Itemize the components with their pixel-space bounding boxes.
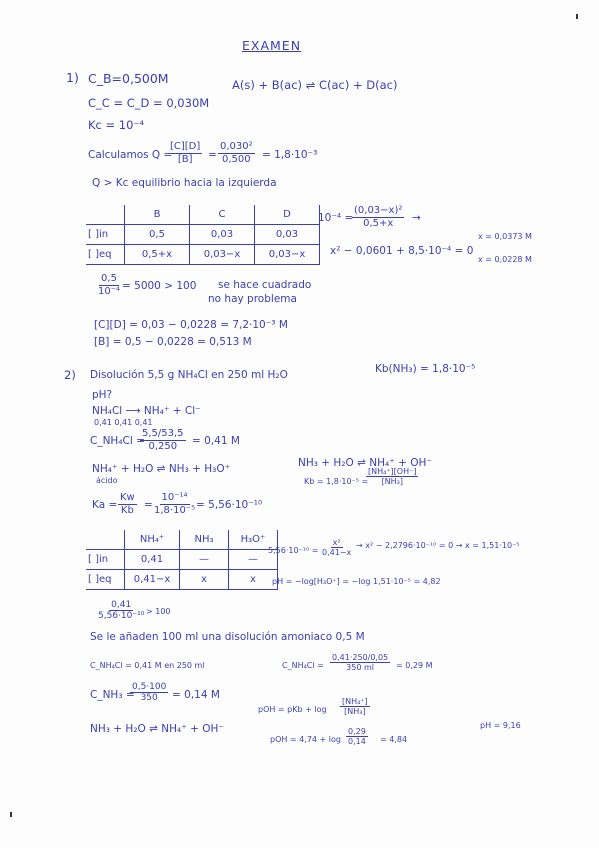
approx-denominator: 10⁻⁴ — [98, 285, 121, 297]
ka-fraction-values — [152, 492, 197, 516]
page-title: EXAMEN — [242, 38, 302, 53]
check-fraction — [96, 600, 146, 622]
ka-numerator-value: 10⁻¹⁴ — [161, 492, 188, 503]
table-row — [86, 550, 278, 570]
table-corner — [86, 530, 125, 550]
dissociation-values: 0,41 0,41 0,41 — [94, 418, 153, 427]
table-header: NH₃ — [180, 530, 229, 550]
table-header: B — [125, 205, 190, 225]
ka-result: = 5,56·10⁻¹⁰ — [196, 499, 263, 511]
check-denominator: 5,56·10⁻¹⁰ — [98, 611, 145, 622]
q-numerator: [C][D] — [170, 141, 201, 152]
q-numerator-value: 0,030² — [220, 141, 253, 152]
kb-value: Kb(NH₃) = 1,8·10⁻⁵ — [375, 363, 476, 375]
table-row — [86, 570, 278, 590]
problem-2-number: 2) — [64, 368, 76, 382]
equilibrium-table-1 — [86, 205, 320, 265]
row-label: [ ]eq — [86, 570, 125, 590]
nh3-conc-label: C_NH₃ = — [90, 689, 135, 701]
approx-text: = 5000 > 100 — [122, 280, 197, 292]
nh3-denominator: 350 — [140, 693, 158, 704]
poh-formula-fraction — [340, 697, 370, 716]
base-equation: NH₃ + H₂O ⇌ NH₄⁺ + OH⁻ — [298, 457, 432, 469]
q-vs-kc-comparison: Q > Kc equilibrio hacia la izquierda — [92, 177, 277, 189]
hydrolysis-note: ácido — [96, 476, 118, 485]
kb-denominator: [NH₃] — [381, 477, 403, 487]
table-cell: 0,5 — [125, 225, 190, 245]
ka-quadratic-solution: → x² − 2,2796·10⁻¹⁰ = 0 → x = 1,51·10⁻⁵ — [356, 541, 520, 550]
ka-label: Ka = — [92, 499, 118, 511]
poh-calc-denominator: 0,14 — [348, 737, 366, 747]
table-cell: 0,03−x — [255, 245, 320, 265]
ka-numerator: Kw — [120, 492, 135, 503]
table-cell: 0,41 — [125, 550, 180, 570]
poh-calc-result: = 4,84 — [380, 735, 408, 744]
conc-label: C_NH₄Cl = — [90, 435, 145, 447]
given-cb: C_B=0,500M — [88, 71, 169, 86]
table-cell: 0,03 — [255, 225, 320, 245]
kb-fraction — [366, 467, 418, 486]
nh4cl-conc-result: = 0,29 M — [396, 661, 433, 670]
check-result: > 100 — [146, 607, 171, 616]
q-fraction-values — [218, 141, 255, 165]
q-result: = 1,8·10⁻³ — [262, 149, 318, 161]
q-fraction — [168, 141, 202, 165]
table-row — [86, 245, 320, 265]
table-cell: 0,5+x — [125, 245, 190, 265]
table-header: D — [255, 205, 320, 225]
problem-1-number: 1) — [66, 70, 79, 85]
scan-mark — [10, 812, 12, 817]
ka-equation-label: 5,56·10⁻¹⁰ = — [268, 546, 319, 555]
table-cell: x — [180, 570, 229, 590]
root-1: x = 0,0373 M — [478, 232, 532, 241]
poh-formula-numerator: [NH₄⁺] — [342, 697, 368, 706]
scan-mark — [576, 14, 578, 19]
ka-equation-fraction — [320, 538, 353, 557]
nh4cl-conc-initial: C_NH₄Cl = 0,41 M en 250 ml — [90, 661, 205, 670]
table-cell: 0,03−x — [190, 245, 255, 265]
conc-fraction — [140, 428, 186, 452]
ph-final: pH = 9,16 — [480, 721, 521, 730]
nh4cl-conc-label: C_NH₄Cl = — [282, 661, 324, 670]
given-kc: Kc = 10⁻⁴ — [88, 118, 145, 132]
kb-numerator: [NH₄⁺][OH⁻] — [368, 467, 417, 476]
approx-numerator: 0,5 — [101, 273, 117, 284]
arrow-right: → — [412, 212, 421, 224]
ph-result: pH = −log[H₃O⁺] = −log 1,51·10⁻⁵ = 4,82 — [272, 577, 441, 586]
row-label: [ ]in — [86, 550, 125, 570]
ka-fraction — [118, 492, 137, 516]
conc-numerator: 5,5/53,5 — [142, 428, 184, 439]
nh3-equilibrium: NH₃ + H₂O ⇌ NH₄⁺ + OH⁻ — [90, 723, 224, 735]
reaction-equation: A(s) + B(ac) ⇌ C(ac) + D(ac) — [232, 78, 398, 92]
result-cd: [C][D] = 0,03 − 0,0228 = 7,2·10⁻³ M — [94, 319, 288, 331]
table-cell: — — [180, 550, 229, 570]
poh-calculation: pOH = 4,74 + log — [270, 735, 341, 744]
table-cell: 0,41−x — [125, 570, 180, 590]
nh3-numerator: 0,5·100 — [132, 682, 167, 692]
poh-calc-fraction — [346, 727, 368, 746]
table-cell: 0,03 — [190, 225, 255, 245]
approx-fraction — [96, 273, 122, 297]
q-denominator-value: 0,500 — [222, 153, 251, 165]
row-label: [ ]in — [86, 225, 125, 245]
table-cell: x — [229, 570, 278, 590]
conc-result: = 0,41 M — [192, 435, 240, 447]
kb-expression-label: Kb = 1,8·10⁻⁵ = — [304, 477, 369, 486]
poh-formula-denominator: [NH₃] — [344, 707, 366, 717]
table-header: NH₄⁺ — [125, 530, 180, 550]
nh4cl-conc-fraction — [330, 653, 390, 672]
given-cc-cd: C_C = C_D = 0,030M — [88, 96, 210, 110]
problem-2-statement: Disolución 5,5 g NH₄Cl en 250 ml H₂O — [90, 369, 288, 381]
dissociation-equation: NH₄Cl ⟶ NH₄⁺ + Cl⁻ — [92, 405, 201, 417]
quadratic-equation: x² − 0,0601 + 8,5·10⁻⁴ = 0 — [330, 245, 474, 257]
equals-sign: = — [208, 149, 217, 161]
root-2: x = 0,0228 M — [478, 255, 532, 264]
nh4cl-numerator: 0,41·250/0,05 — [332, 653, 389, 662]
part-b-statement: Se le añaden 100 ml una disolución amoniaco 0,5 M — [90, 631, 365, 643]
nh4cl-denominator: 350 ml — [346, 663, 374, 673]
result-b: [B] = 0,5 − 0,0228 = 0,513 M — [94, 336, 252, 348]
poh-formula: pOH = pKb + log — [258, 705, 327, 714]
table-corner — [86, 205, 125, 225]
q-label: Calculamos Q = — [88, 149, 173, 161]
ph-question: pH? — [92, 389, 113, 401]
nh3-conc-result: = 0,14 M — [172, 689, 220, 701]
conc-denominator: 0,250 — [148, 440, 178, 452]
equilibrium-table-2 — [86, 530, 278, 590]
q-denominator: [B] — [177, 153, 193, 165]
check-numerator: 0,41 — [111, 600, 132, 610]
kc-equation-label: 10⁻⁴ = — [318, 212, 354, 224]
ka-denominator: Kb — [120, 504, 134, 516]
ka-eq-denominator: 0,41−x — [322, 548, 352, 558]
equals-sign: = — [144, 499, 153, 511]
ka-eq-numerator: x² — [332, 538, 341, 547]
poh-calc-numerator: 0,29 — [348, 727, 366, 736]
kc-equation-fraction — [352, 205, 404, 229]
table-row — [86, 225, 320, 245]
hydrolysis-equation: NH₄⁺ + H₂O ⇌ NH₃ + H₃O⁺ — [92, 463, 231, 475]
approx-note-2: no hay problema — [208, 293, 297, 305]
kc-eq-numerator: (0,03−x)² — [354, 205, 403, 216]
kc-eq-denominator: 0,5+x — [363, 217, 394, 229]
nh3-conc-fraction — [130, 682, 168, 704]
row-label: [ ]eq — [86, 245, 125, 265]
approx-note-1: se hace cuadrado — [218, 279, 312, 291]
table-header: H₃O⁺ — [229, 530, 278, 550]
ka-denominator-value: 1,8·10⁻⁵ — [154, 504, 196, 516]
table-header: C — [190, 205, 255, 225]
table-cell: — — [229, 550, 278, 570]
